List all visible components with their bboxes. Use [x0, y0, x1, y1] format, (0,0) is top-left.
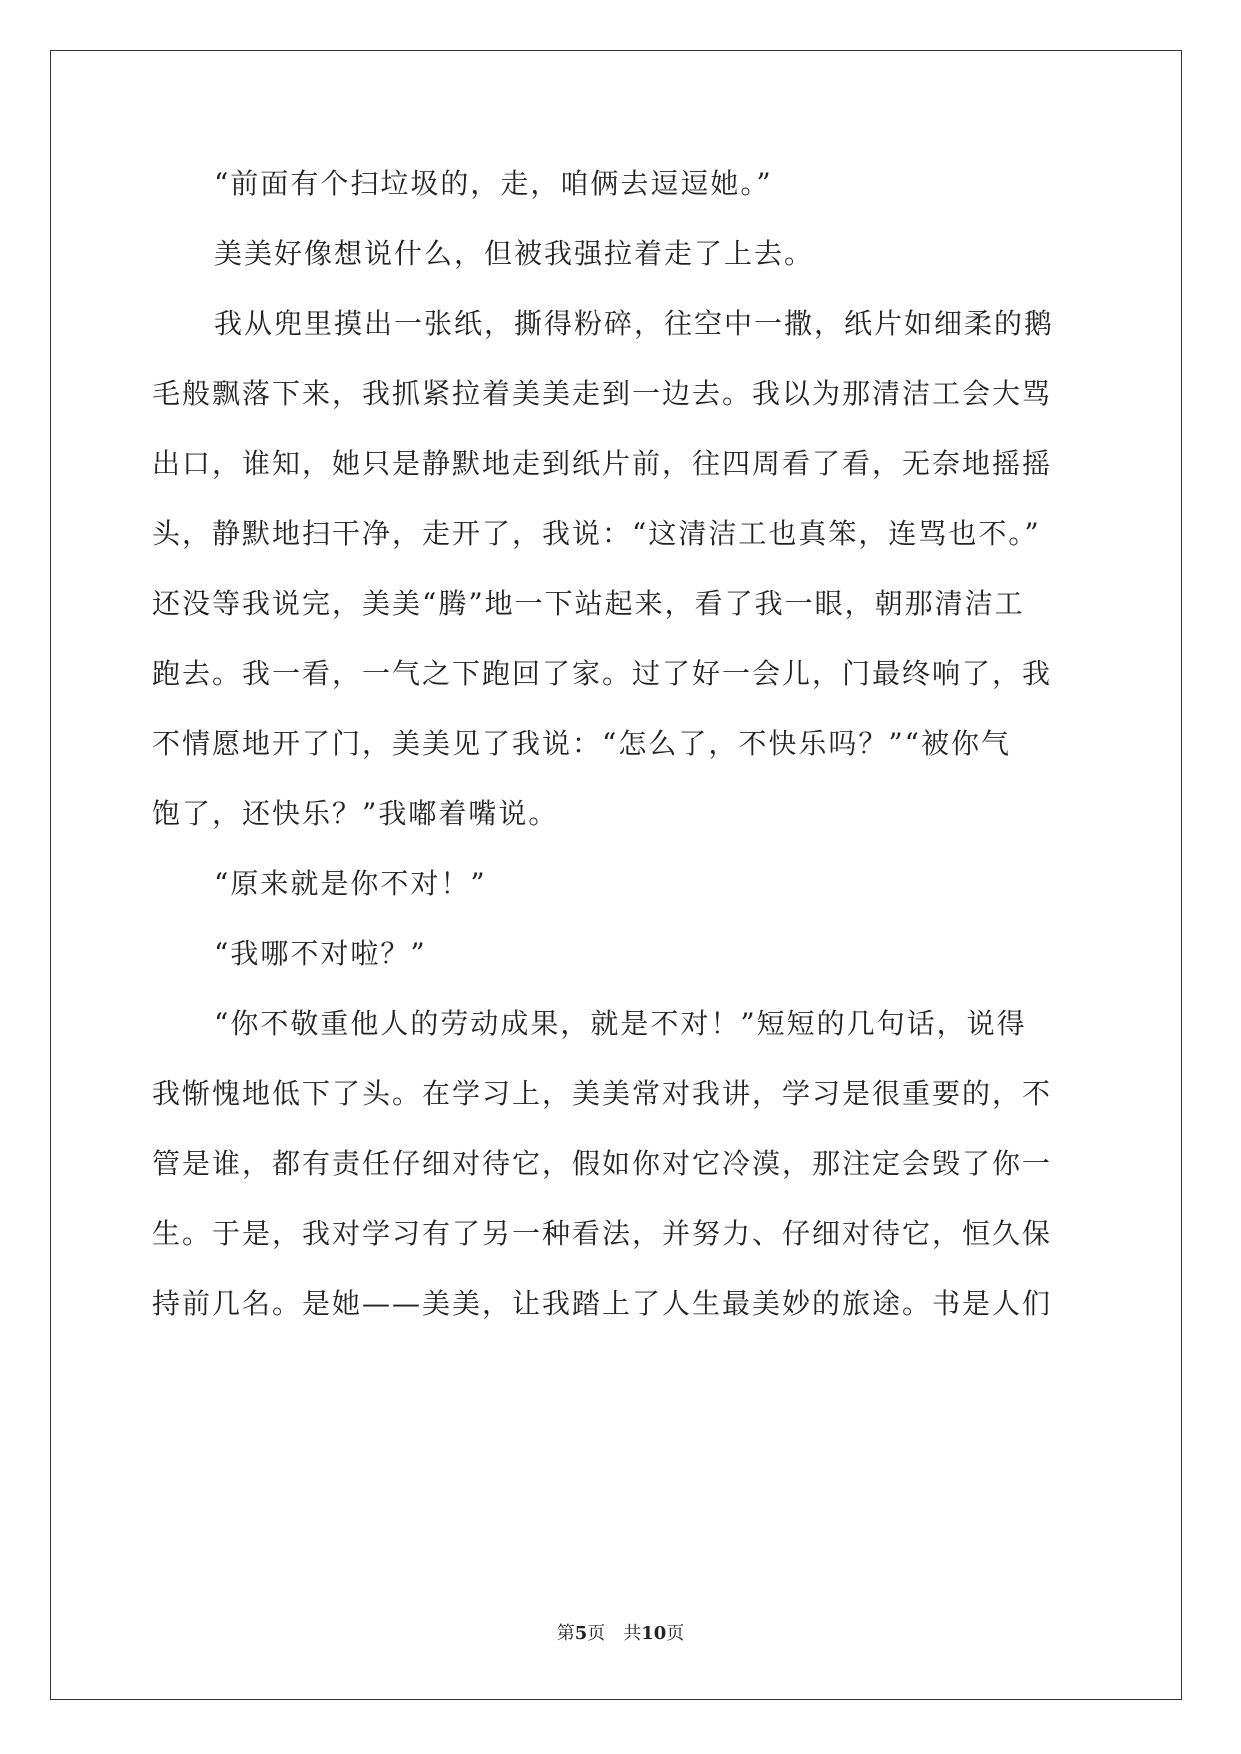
- page-footer: [0, 1622, 1241, 1646]
- footer-mid: 页 共: [587, 1623, 642, 1644]
- paragraph-line: “原来就是你不对！”: [214, 867, 487, 900]
- paragraph-line: 头，静默地扫干净，走开了，我说：“这清洁工也真笨，连骂也不。”: [152, 517, 1041, 550]
- paragraph-line: 我惭愧地低下了头。在学习上，美美常对我讲，学习是很重要的，不: [152, 1077, 1053, 1110]
- paragraph-line: 不情愿地开了门，美美见了我说：“怎么了，不快乐吗？”“被你气: [152, 727, 1011, 760]
- paragraph-line: 还没等我说完，美美“腾”地一下站起来，看了我一眼，朝那清洁工: [152, 587, 1025, 620]
- paragraph-line: 饱了，还快乐？”我嘟着嘴说。: [152, 797, 559, 830]
- paragraph-line: 生。于是，我对学习有了另一种看法，并努力、仔细对待它，恒久保: [152, 1217, 1053, 1250]
- paragraph-line: “前面有个扫垃圾的，走，咱俩去逗逗她。”: [214, 167, 773, 200]
- paragraph-line: 持前几名。是她——美美，让我踏上了人生最美妙的旅途。书是人们: [152, 1287, 1053, 1320]
- footer-suffix: 页: [666, 1623, 685, 1644]
- paragraph-line: “你不敬重他人的劳动成果，就是不对！”短短的几句话，说得: [214, 1007, 1027, 1040]
- paragraph-line: 我从兜里摸出一张纸，撕得粉碎，往空中一撒，纸片如细柔的鹅: [214, 307, 1055, 340]
- paragraph-line: 管是谁，都有责任仔细对待它，假如你对它冷漠，那注定会毁了你一: [152, 1147, 1053, 1180]
- paragraph-line: 出口，谁知，她只是静默地走到纸片前，往四周看了看，无奈地摇摇: [152, 447, 1053, 480]
- current-page-number: 5: [574, 1623, 588, 1644]
- paragraph-line: 毛般飘落下来，我抓紧拉着美美走到一边去。我以为那清洁工会大骂: [152, 377, 1053, 410]
- paragraph-line: 美美好像想说什么，但被我强拉着走了上去。: [214, 237, 815, 270]
- paragraph-line: “我哪不对啦？”: [214, 937, 427, 970]
- paragraph-line: 跑去。我一看，一气之下跑回了家。过了好一会儿，门最终响了，我: [152, 657, 1053, 690]
- total-page-number: 10: [641, 1623, 667, 1644]
- footer-prefix: 第: [556, 1623, 575, 1644]
